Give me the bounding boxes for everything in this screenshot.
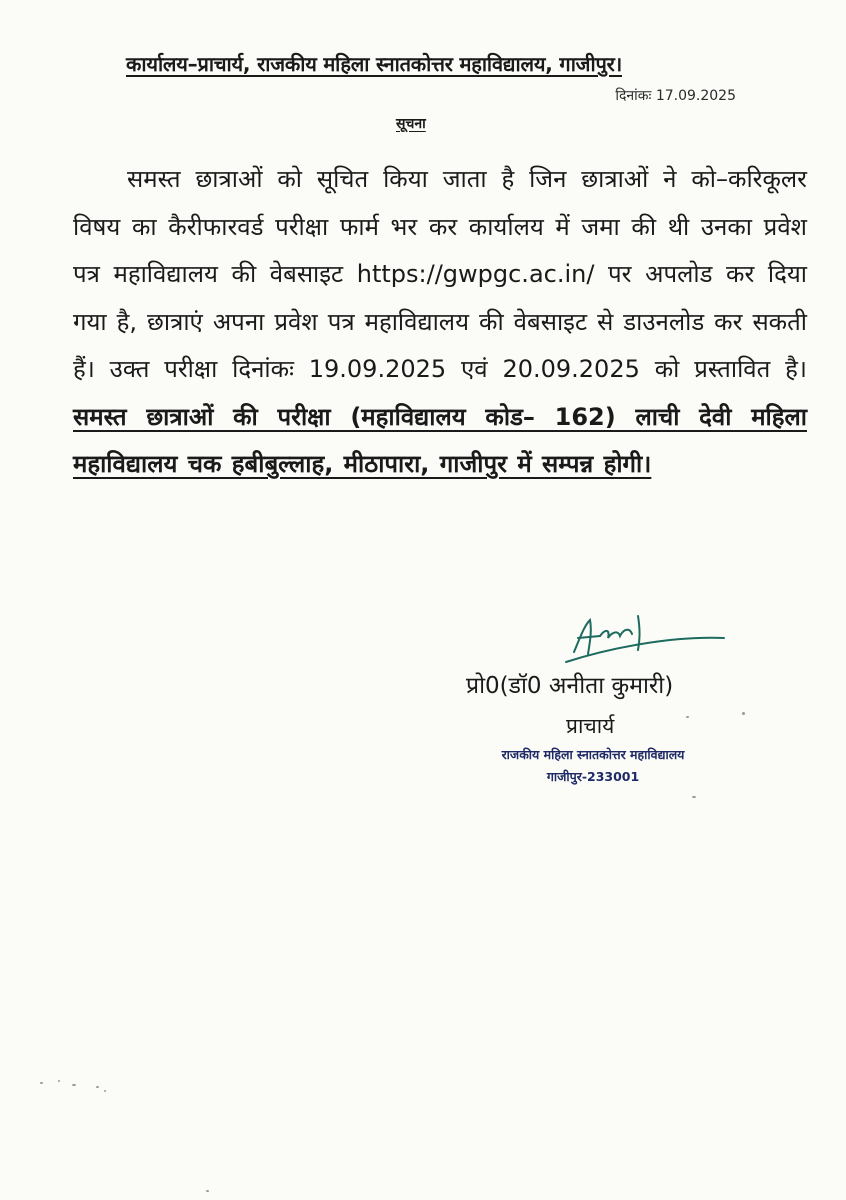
- scan-speck: [742, 712, 745, 715]
- notice-body-text: समस्त छात्राओं को सूचित किया जाता है जिन छात्राओं ने को–करिकूलर विषय का कैरीफारवर्ड परीक्षा फार्म भर कर कार्यालय में जमा की थी उनका प्रवेश पत्र महाविद्यालय की वेबसाइट https://gwpgc.ac.in/ पर अपलोड कर दिया गया है, छात्राएं अपना प्रवेश पत्र महाविद्यालय की वेबसाइट से डाउनलोड कर सकती हैं। उक्त परीक्षा दिनांकः 19.09.2025 एवं 20.09.2025 को प्रस्तावित है।: [73, 165, 807, 383]
- exam-venue-emphasis: समस्त छात्राओं की परीक्षा (महाविद्यालय कोड– 162) लाची देवी महिला महाविद्यालय चक हबीबुल्लाह, मीठापारा, गाजीपुर में सम्पन्न होगी।: [73, 402, 807, 478]
- stamp-line-address: गाजीपुर-233001: [546, 769, 640, 784]
- notice-date: दिनांकः 17.09.2025: [615, 88, 736, 104]
- signatory-name: प्रो0(डॉ0 अनीता कुमारी): [466, 673, 674, 699]
- scan-speck: [96, 1086, 99, 1088]
- scan-speck: [104, 1090, 106, 1092]
- handwritten-signature: [560, 608, 730, 668]
- notice-body: [73, 156, 807, 489]
- scan-speck: [692, 796, 696, 798]
- scan-speck: [206, 1190, 209, 1192]
- stamp-line-institution: राजकीय महिला स्नातकोत्तर महाविद्यालय: [501, 747, 685, 762]
- scan-speck: [72, 1084, 76, 1086]
- scan-speck: [58, 1080, 60, 1082]
- official-stamp: [478, 744, 708, 788]
- scan-speck: [686, 716, 689, 718]
- notice-heading: सूचना: [396, 116, 426, 132]
- scan-speck: [40, 1082, 43, 1084]
- office-header-title: कार्यालय–प्राचार्य, राजकीय महिला स्नातकोत्तर महाविद्यालय, गाजीपुर।: [126, 52, 623, 76]
- signatory-designation: प्राचार्य: [566, 714, 615, 738]
